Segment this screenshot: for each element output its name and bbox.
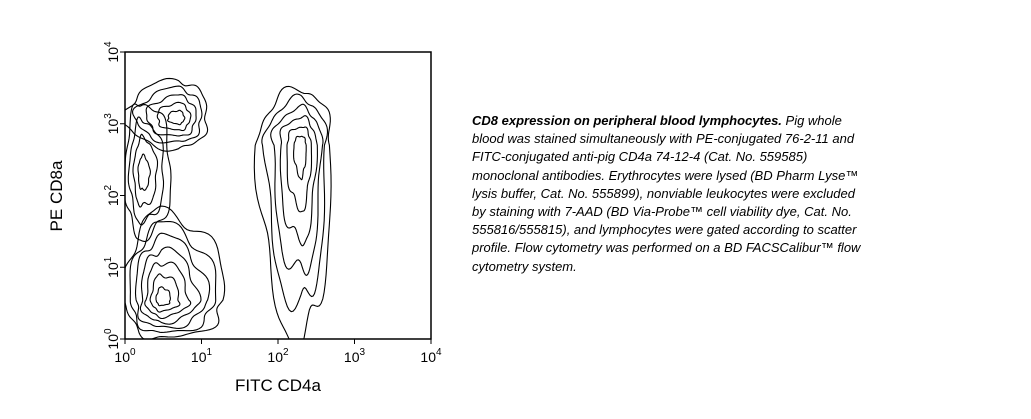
contour-ring <box>157 102 191 130</box>
contour-ring <box>150 274 180 312</box>
x-tick-label: $10^0$ <box>114 347 136 365</box>
contour-ring <box>140 247 201 324</box>
contour-ring <box>124 104 171 241</box>
contour-ring <box>280 116 317 246</box>
contour-lines <box>120 78 332 350</box>
x-tick-label: $10^2$ <box>267 347 289 365</box>
x-tick-label: $10^4$ <box>420 347 442 365</box>
contour-ring <box>138 154 150 190</box>
caption-title: CD8 expression on peripheral blood lymphocytes. <box>472 113 782 128</box>
x-axis-ticks <box>114 339 442 365</box>
contour-ring <box>168 110 185 124</box>
contour-ring <box>294 136 307 179</box>
figure-caption <box>472 112 872 276</box>
contour-ring <box>156 287 170 306</box>
y-axis-title: PE CD8a <box>47 160 66 232</box>
y-tick-label: $10^0$ <box>103 328 121 350</box>
contour-ring <box>271 104 323 275</box>
y-tick-label: $10^4$ <box>103 41 121 63</box>
y-tick-label: $10^2$ <box>103 184 121 207</box>
x-axis-title: FITC CD4a <box>235 376 321 395</box>
x-tick-label: $10^1$ <box>190 347 213 365</box>
y-tick-label: $10^3$ <box>103 113 121 135</box>
y-axis-ticks <box>103 41 125 350</box>
x-tick-label: $10^3$ <box>343 347 366 365</box>
caption-text: Pig whole blood was stained simultaneously with PE-conjugated 76-2-11 and FITC-conjugated anti-pig CD4a 74-12-4 (Cat. No. 559585) monoclonal antibodies. Erythrocytes were lysed (BD Pharm Lyse™ lysis buffer, Cat. No. 555899), nonviable leukocytes were excluded by staining with 7-AAD (BD Via-Probe™ cell viability dye, Cat. No. 555816/555815), and lymphocytes were gated according to scatter profile. Flow cytometry was performed on a BD FACSCalibur™ flow cytometry system. <box>472 113 861 274</box>
contour-ring <box>287 127 312 212</box>
y-tick-label: $10^1$ <box>103 256 121 278</box>
